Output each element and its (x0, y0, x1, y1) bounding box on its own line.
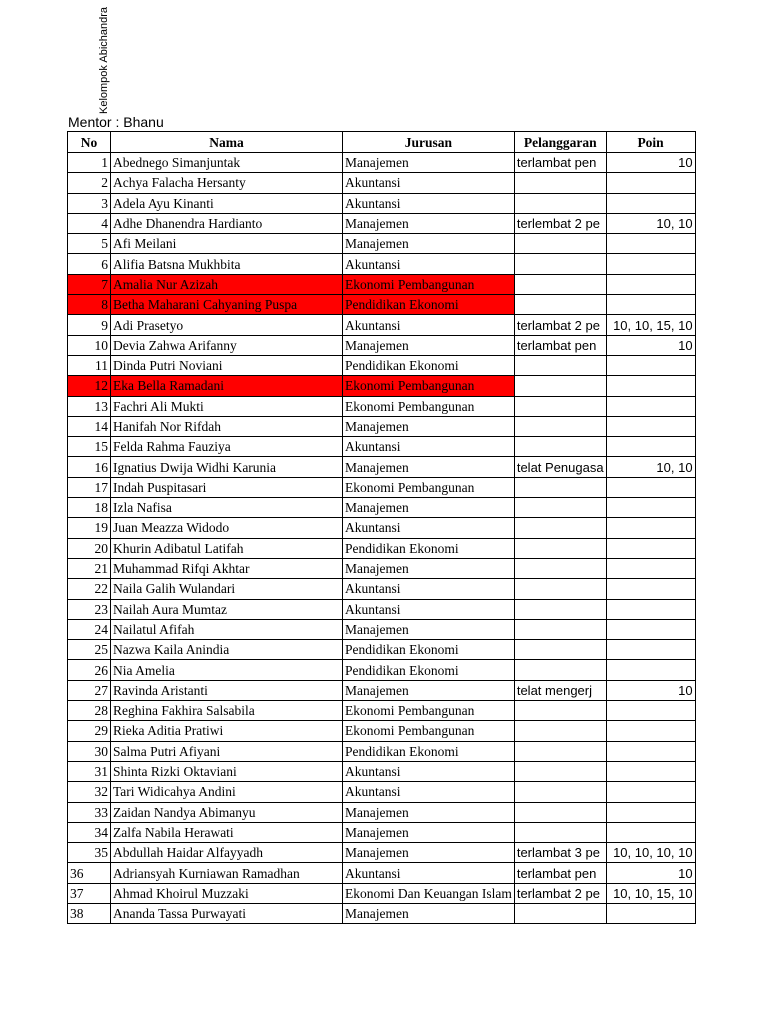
cell-no[interactable]: 16 (68, 457, 111, 477)
cell-pelanggaran[interactable] (514, 254, 606, 274)
table-row (68, 599, 696, 619)
header-poin[interactable]: Poin (606, 132, 695, 153)
cell-jurusan[interactable]: Akuntansi (343, 437, 515, 457)
cell-poin[interactable]: 10 (606, 335, 695, 355)
cell-no[interactable]: 22 (68, 579, 111, 599)
cell-pelanggaran[interactable] (514, 741, 606, 761)
cell-no[interactable]: 11 (68, 355, 111, 375)
cell-pelanggaran[interactable] (514, 660, 606, 680)
cell-nama[interactable]: Fachri Ali Mukti (111, 396, 343, 416)
table-row (68, 741, 696, 761)
table-row (68, 153, 696, 173)
cell-pelanggaran[interactable] (514, 437, 606, 457)
table-row (68, 335, 696, 355)
cell-pelanggaran[interactable] (514, 173, 606, 193)
cell-pelanggaran[interactable] (514, 416, 606, 436)
table-row (68, 802, 696, 822)
cell-poin[interactable] (606, 782, 695, 802)
cell-nama[interactable]: Alifia Batsna Mukhbita (111, 254, 343, 274)
table-row (68, 701, 696, 721)
cell-pelanggaran[interactable] (514, 558, 606, 578)
cell-jurusan[interactable]: Ekonomi Pembangunan (343, 274, 515, 294)
table-row (68, 416, 696, 436)
cell-no[interactable]: 33 (68, 802, 111, 822)
cell-no[interactable]: 26 (68, 660, 111, 680)
cell-jurusan[interactable]: Pendidikan Ekonomi (343, 355, 515, 375)
cell-poin[interactable] (606, 660, 695, 680)
table-row (68, 254, 696, 274)
cell-pelanggaran[interactable] (514, 234, 606, 254)
cell-jurusan[interactable]: Akuntansi (343, 173, 515, 193)
cell-jurusan[interactable]: Ekonomi Pembangunan (343, 721, 515, 741)
cell-nama[interactable]: Nailatul Afifah (111, 619, 343, 639)
cell-no[interactable]: 14 (68, 416, 111, 436)
cell-no[interactable]: 32 (68, 782, 111, 802)
cell-jurusan[interactable]: Manajemen (343, 457, 515, 477)
cell-no[interactable]: 21 (68, 558, 111, 578)
cell-jurusan[interactable]: Manajemen (343, 802, 515, 822)
cell-no[interactable]: 12 (68, 376, 111, 396)
cell-poin[interactable] (606, 903, 695, 923)
table-row (68, 396, 696, 416)
cell-jurusan[interactable]: Pendidikan Ekonomi (343, 295, 515, 315)
header-pelanggaran[interactable]: Pelanggaran (514, 132, 606, 153)
table-row (68, 518, 696, 538)
table-row (68, 761, 696, 781)
cell-no[interactable]: 10 (68, 335, 111, 355)
cell-pelanggaran[interactable]: terlambat 3 pe (514, 843, 606, 863)
table-row (68, 903, 696, 923)
cell-poin[interactable] (606, 498, 695, 518)
cell-poin[interactable] (606, 619, 695, 639)
cell-pelanggaran[interactable] (514, 193, 606, 213)
table-row (68, 640, 696, 660)
cell-no[interactable]: 29 (68, 721, 111, 741)
cell-no[interactable]: 19 (68, 518, 111, 538)
cell-poin[interactable] (606, 376, 695, 396)
cell-jurusan[interactable]: Akuntansi (343, 518, 515, 538)
table-row (68, 376, 696, 396)
cell-no[interactable]: 37 (68, 883, 111, 903)
cell-no[interactable]: 15 (68, 437, 111, 457)
vertical-group-title (98, 0, 112, 114)
cell-nama[interactable]: Tari Widicahya Andini (111, 782, 343, 802)
table-row (68, 579, 696, 599)
cell-poin[interactable]: 10, 10 (606, 457, 695, 477)
cell-nama[interactable]: Naila Galih Wulandari (111, 579, 343, 599)
table-body (68, 153, 696, 924)
cell-pelanggaran[interactable]: telat Penugasa (514, 457, 606, 477)
table-row (68, 213, 696, 233)
table-row (68, 782, 696, 802)
cell-poin[interactable] (606, 761, 695, 781)
table-row (68, 538, 696, 558)
cell-pelanggaran[interactable]: terlambat 2 pe (514, 315, 606, 335)
cell-nama[interactable]: Dinda Putri Noviani (111, 355, 343, 375)
table-row (68, 619, 696, 639)
table-row (68, 173, 696, 193)
cell-no[interactable]: 35 (68, 843, 111, 863)
cell-jurusan[interactable]: Manajemen (343, 213, 515, 233)
header-jurusan[interactable]: Jurusan (343, 132, 515, 153)
student-table (67, 131, 696, 924)
table-row (68, 315, 696, 335)
cell-nama[interactable]: Eka Bella Ramadani (111, 376, 343, 396)
cell-no[interactable]: 18 (68, 498, 111, 518)
cell-poin[interactable] (606, 579, 695, 599)
cell-nama[interactable]: Ahmad Khoirul Muzzaki (111, 883, 343, 903)
cell-pelanggaran[interactable] (514, 903, 606, 923)
table-row (68, 498, 696, 518)
cell-jurusan[interactable]: Akuntansi (343, 761, 515, 781)
table-row (68, 437, 696, 457)
cell-nama[interactable]: Amalia Nur Azizah (111, 274, 343, 294)
cell-pelanggaran[interactable]: terlambat pen (514, 863, 606, 883)
cell-nama[interactable]: Adriansyah Kurniawan Ramadhan (111, 863, 343, 883)
cell-jurusan[interactable]: Akuntansi (343, 193, 515, 213)
cell-poin[interactable]: 10, 10, 10, 10 (606, 843, 695, 863)
cell-no[interactable]: 25 (68, 640, 111, 660)
cell-pelanggaran[interactable] (514, 822, 606, 842)
cell-pelanggaran[interactable] (514, 396, 606, 416)
cell-nama[interactable]: Nailah Aura Mumtaz (111, 599, 343, 619)
cell-poin[interactable]: 10, 10, 15, 10 (606, 315, 695, 335)
cell-jurusan[interactable]: Pendidikan Ekonomi (343, 538, 515, 558)
cell-nama[interactable]: Indah Puspitasari (111, 477, 343, 497)
table-row (68, 234, 696, 254)
cell-pelanggaran[interactable] (514, 538, 606, 558)
cell-pelanggaran[interactable] (514, 579, 606, 599)
cell-pelanggaran[interactable] (514, 761, 606, 781)
table-row (68, 863, 696, 883)
cell-no[interactable]: 20 (68, 538, 111, 558)
cell-jurusan[interactable]: Ekonomi Dan Keuangan Islam (343, 883, 515, 903)
cell-nama[interactable]: Adhe Dhanendra Hardianto (111, 213, 343, 233)
cell-pelanggaran[interactable] (514, 640, 606, 660)
cell-poin[interactable]: 10, 10, 15, 10 (606, 883, 695, 903)
cell-jurusan[interactable]: Ekonomi Pembangunan (343, 701, 515, 721)
cell-jurusan[interactable]: Manajemen (343, 822, 515, 842)
cell-pelanggaran[interactable] (514, 477, 606, 497)
cell-no[interactable]: 6 (68, 254, 111, 274)
cell-nama[interactable]: Izla Nafisa (111, 498, 343, 518)
cell-poin[interactable] (606, 802, 695, 822)
cell-pelanggaran[interactable] (514, 274, 606, 294)
cell-jurusan[interactable]: Pendidikan Ekonomi (343, 741, 515, 761)
table-row (68, 457, 696, 477)
cell-no[interactable]: 9 (68, 315, 111, 335)
cell-jurusan[interactable]: Akuntansi (343, 254, 515, 274)
cell-jurusan[interactable]: Akuntansi (343, 599, 515, 619)
cell-pelanggaran[interactable] (514, 802, 606, 822)
table-row (68, 721, 696, 741)
cell-no[interactable]: 4 (68, 213, 111, 233)
cell-pelanggaran[interactable] (514, 599, 606, 619)
table-row (68, 274, 696, 294)
cell-nama[interactable]: Nazwa Kaila Anindia (111, 640, 343, 660)
cell-nama[interactable]: Hanifah Nor Rifdah (111, 416, 343, 436)
cell-poin[interactable] (606, 721, 695, 741)
cell-pelanggaran[interactable]: telat mengerj (514, 680, 606, 700)
cell-jurusan[interactable]: Manajemen (343, 335, 515, 355)
table-row (68, 477, 696, 497)
cell-nama[interactable]: Zaidan Nandya Abimanyu (111, 802, 343, 822)
cell-poin[interactable] (606, 173, 695, 193)
cell-nama[interactable]: Abednego Simanjuntak (111, 153, 343, 173)
cell-jurusan[interactable]: Manajemen (343, 234, 515, 254)
cell-pelanggaran[interactable] (514, 355, 606, 375)
cell-poin[interactable] (606, 599, 695, 619)
cell-nama[interactable]: Juan Meazza Widodo (111, 518, 343, 538)
cell-nama[interactable]: Salma Putri Afiyani (111, 741, 343, 761)
cell-nama[interactable]: Devia Zahwa Arifanny (111, 335, 343, 355)
cell-poin[interactable] (606, 437, 695, 457)
cell-nama[interactable]: Reghina Fakhira Salsabila (111, 701, 343, 721)
cell-nama[interactable]: Khurin Adibatul Latifah (111, 538, 343, 558)
cell-pelanggaran[interactable] (514, 619, 606, 639)
header-row (68, 132, 696, 153)
cell-jurusan[interactable]: Manajemen (343, 153, 515, 173)
cell-jurusan[interactable]: Akuntansi (343, 579, 515, 599)
cell-nama[interactable]: Achya Falacha Hersanty (111, 173, 343, 193)
table-row (68, 680, 696, 700)
cell-nama[interactable]: Muhammad Rifqi Akhtar (111, 558, 343, 578)
cell-no[interactable]: 38 (68, 903, 111, 923)
cell-no[interactable]: 1 (68, 153, 111, 173)
cell-poin[interactable] (606, 274, 695, 294)
cell-jurusan[interactable]: Manajemen (343, 498, 515, 518)
cell-pelanggaran[interactable] (514, 376, 606, 396)
cell-poin[interactable] (606, 538, 695, 558)
table-row (68, 843, 696, 863)
header-no[interactable]: No (68, 132, 111, 153)
cell-jurusan[interactable]: Pendidikan Ekonomi (343, 660, 515, 680)
cell-poin[interactable] (606, 741, 695, 761)
cell-jurusan[interactable]: Manajemen (343, 843, 515, 863)
cell-no[interactable]: 7 (68, 274, 111, 294)
cell-poin[interactable]: 10, 10 (606, 213, 695, 233)
table-row (68, 883, 696, 903)
cell-nama[interactable]: Adela Ayu Kinanti (111, 193, 343, 213)
cell-pelanggaran[interactable] (514, 295, 606, 315)
cell-no[interactable]: 31 (68, 761, 111, 781)
cell-no[interactable]: 17 (68, 477, 111, 497)
mentor-label: Mentor : Bhanu (68, 114, 164, 130)
cell-nama[interactable]: Adi Prasetyo (111, 315, 343, 335)
cell-poin[interactable] (606, 558, 695, 578)
cell-jurusan[interactable]: Akuntansi (343, 863, 515, 883)
cell-poin[interactable] (606, 193, 695, 213)
cell-poin[interactable] (606, 477, 695, 497)
cell-no[interactable]: 28 (68, 701, 111, 721)
cell-nama[interactable]: Abdullah Haidar Alfayyadh (111, 843, 343, 863)
table-row (68, 295, 696, 315)
cell-no[interactable]: 8 (68, 295, 111, 315)
cell-poin[interactable] (606, 822, 695, 842)
cell-jurusan[interactable]: Pendidikan Ekonomi (343, 640, 515, 660)
cell-no[interactable]: 3 (68, 193, 111, 213)
cell-nama[interactable]: Zalfa Nabila Herawati (111, 822, 343, 842)
cell-no[interactable]: 34 (68, 822, 111, 842)
cell-nama[interactable]: Rieka Aditia Pratiwi (111, 721, 343, 741)
cell-poin[interactable] (606, 355, 695, 375)
cell-pelanggaran[interactable]: terlembat 2 pe (514, 213, 606, 233)
cell-poin[interactable] (606, 234, 695, 254)
cell-nama[interactable]: Nia Amelia (111, 660, 343, 680)
cell-no[interactable]: 13 (68, 396, 111, 416)
cell-no[interactable]: 23 (68, 599, 111, 619)
cell-jurusan[interactable]: Akuntansi (343, 315, 515, 335)
cell-nama[interactable]: Ignatius Dwija Widhi Karunia (111, 457, 343, 477)
cell-pelanggaran[interactable]: terlambat pen (514, 335, 606, 355)
cell-poin[interactable] (606, 295, 695, 315)
table-row (68, 355, 696, 375)
cell-pelanggaran[interactable] (514, 518, 606, 538)
table-row (68, 193, 696, 213)
cell-jurusan[interactable]: Manajemen (343, 680, 515, 700)
cell-pelanggaran[interactable]: terlambat pen (514, 153, 606, 173)
cell-nama[interactable]: Afi Meilani (111, 234, 343, 254)
cell-poin[interactable] (606, 396, 695, 416)
cell-no[interactable]: 27 (68, 680, 111, 700)
cell-nama[interactable]: Ravinda Aristanti (111, 680, 343, 700)
cell-jurusan[interactable]: Ekonomi Pembangunan (343, 396, 515, 416)
cell-pelanggaran[interactable] (514, 782, 606, 802)
cell-pelanggaran[interactable]: terlambat 2 pe (514, 883, 606, 903)
cell-poin[interactable] (606, 701, 695, 721)
cell-pelanggaran[interactable] (514, 721, 606, 741)
cell-jurusan[interactable]: Ekonomi Pembangunan (343, 477, 515, 497)
cell-jurusan[interactable]: Manajemen (343, 558, 515, 578)
cell-poin[interactable] (606, 518, 695, 538)
cell-nama[interactable]: Betha Maharani Cahyaning Puspa (111, 295, 343, 315)
cell-jurusan[interactable]: Akuntansi (343, 782, 515, 802)
cell-jurusan[interactable]: Ekonomi Pembangunan (343, 376, 515, 396)
cell-poin[interactable]: 10 (606, 863, 695, 883)
cell-no[interactable]: 24 (68, 619, 111, 639)
cell-jurusan[interactable]: Manajemen (343, 619, 515, 639)
cell-poin[interactable]: 10 (606, 680, 695, 700)
cell-nama[interactable]: Felda Rahma Fauziya (111, 437, 343, 457)
header-nama[interactable]: Nama (111, 132, 343, 153)
cell-poin[interactable]: 10 (606, 153, 695, 173)
cell-no[interactable]: 5 (68, 234, 111, 254)
cell-pelanggaran[interactable] (514, 701, 606, 721)
cell-poin[interactable] (606, 416, 695, 436)
table-row (68, 558, 696, 578)
cell-no[interactable]: 36 (68, 863, 111, 883)
cell-no[interactable]: 30 (68, 741, 111, 761)
cell-no[interactable]: 2 (68, 173, 111, 193)
table-row (68, 660, 696, 680)
cell-nama[interactable]: Ananda Tassa Purwayati (111, 903, 343, 923)
cell-nama[interactable]: Shinta Rizki Oktaviani (111, 761, 343, 781)
cell-poin[interactable] (606, 254, 695, 274)
cell-poin[interactable] (606, 640, 695, 660)
cell-jurusan[interactable]: Manajemen (343, 903, 515, 923)
table-row (68, 822, 696, 842)
group-title-text: Kelompok Abichandra (98, 6, 110, 114)
cell-jurusan[interactable]: Manajemen (343, 416, 515, 436)
cell-pelanggaran[interactable] (514, 498, 606, 518)
